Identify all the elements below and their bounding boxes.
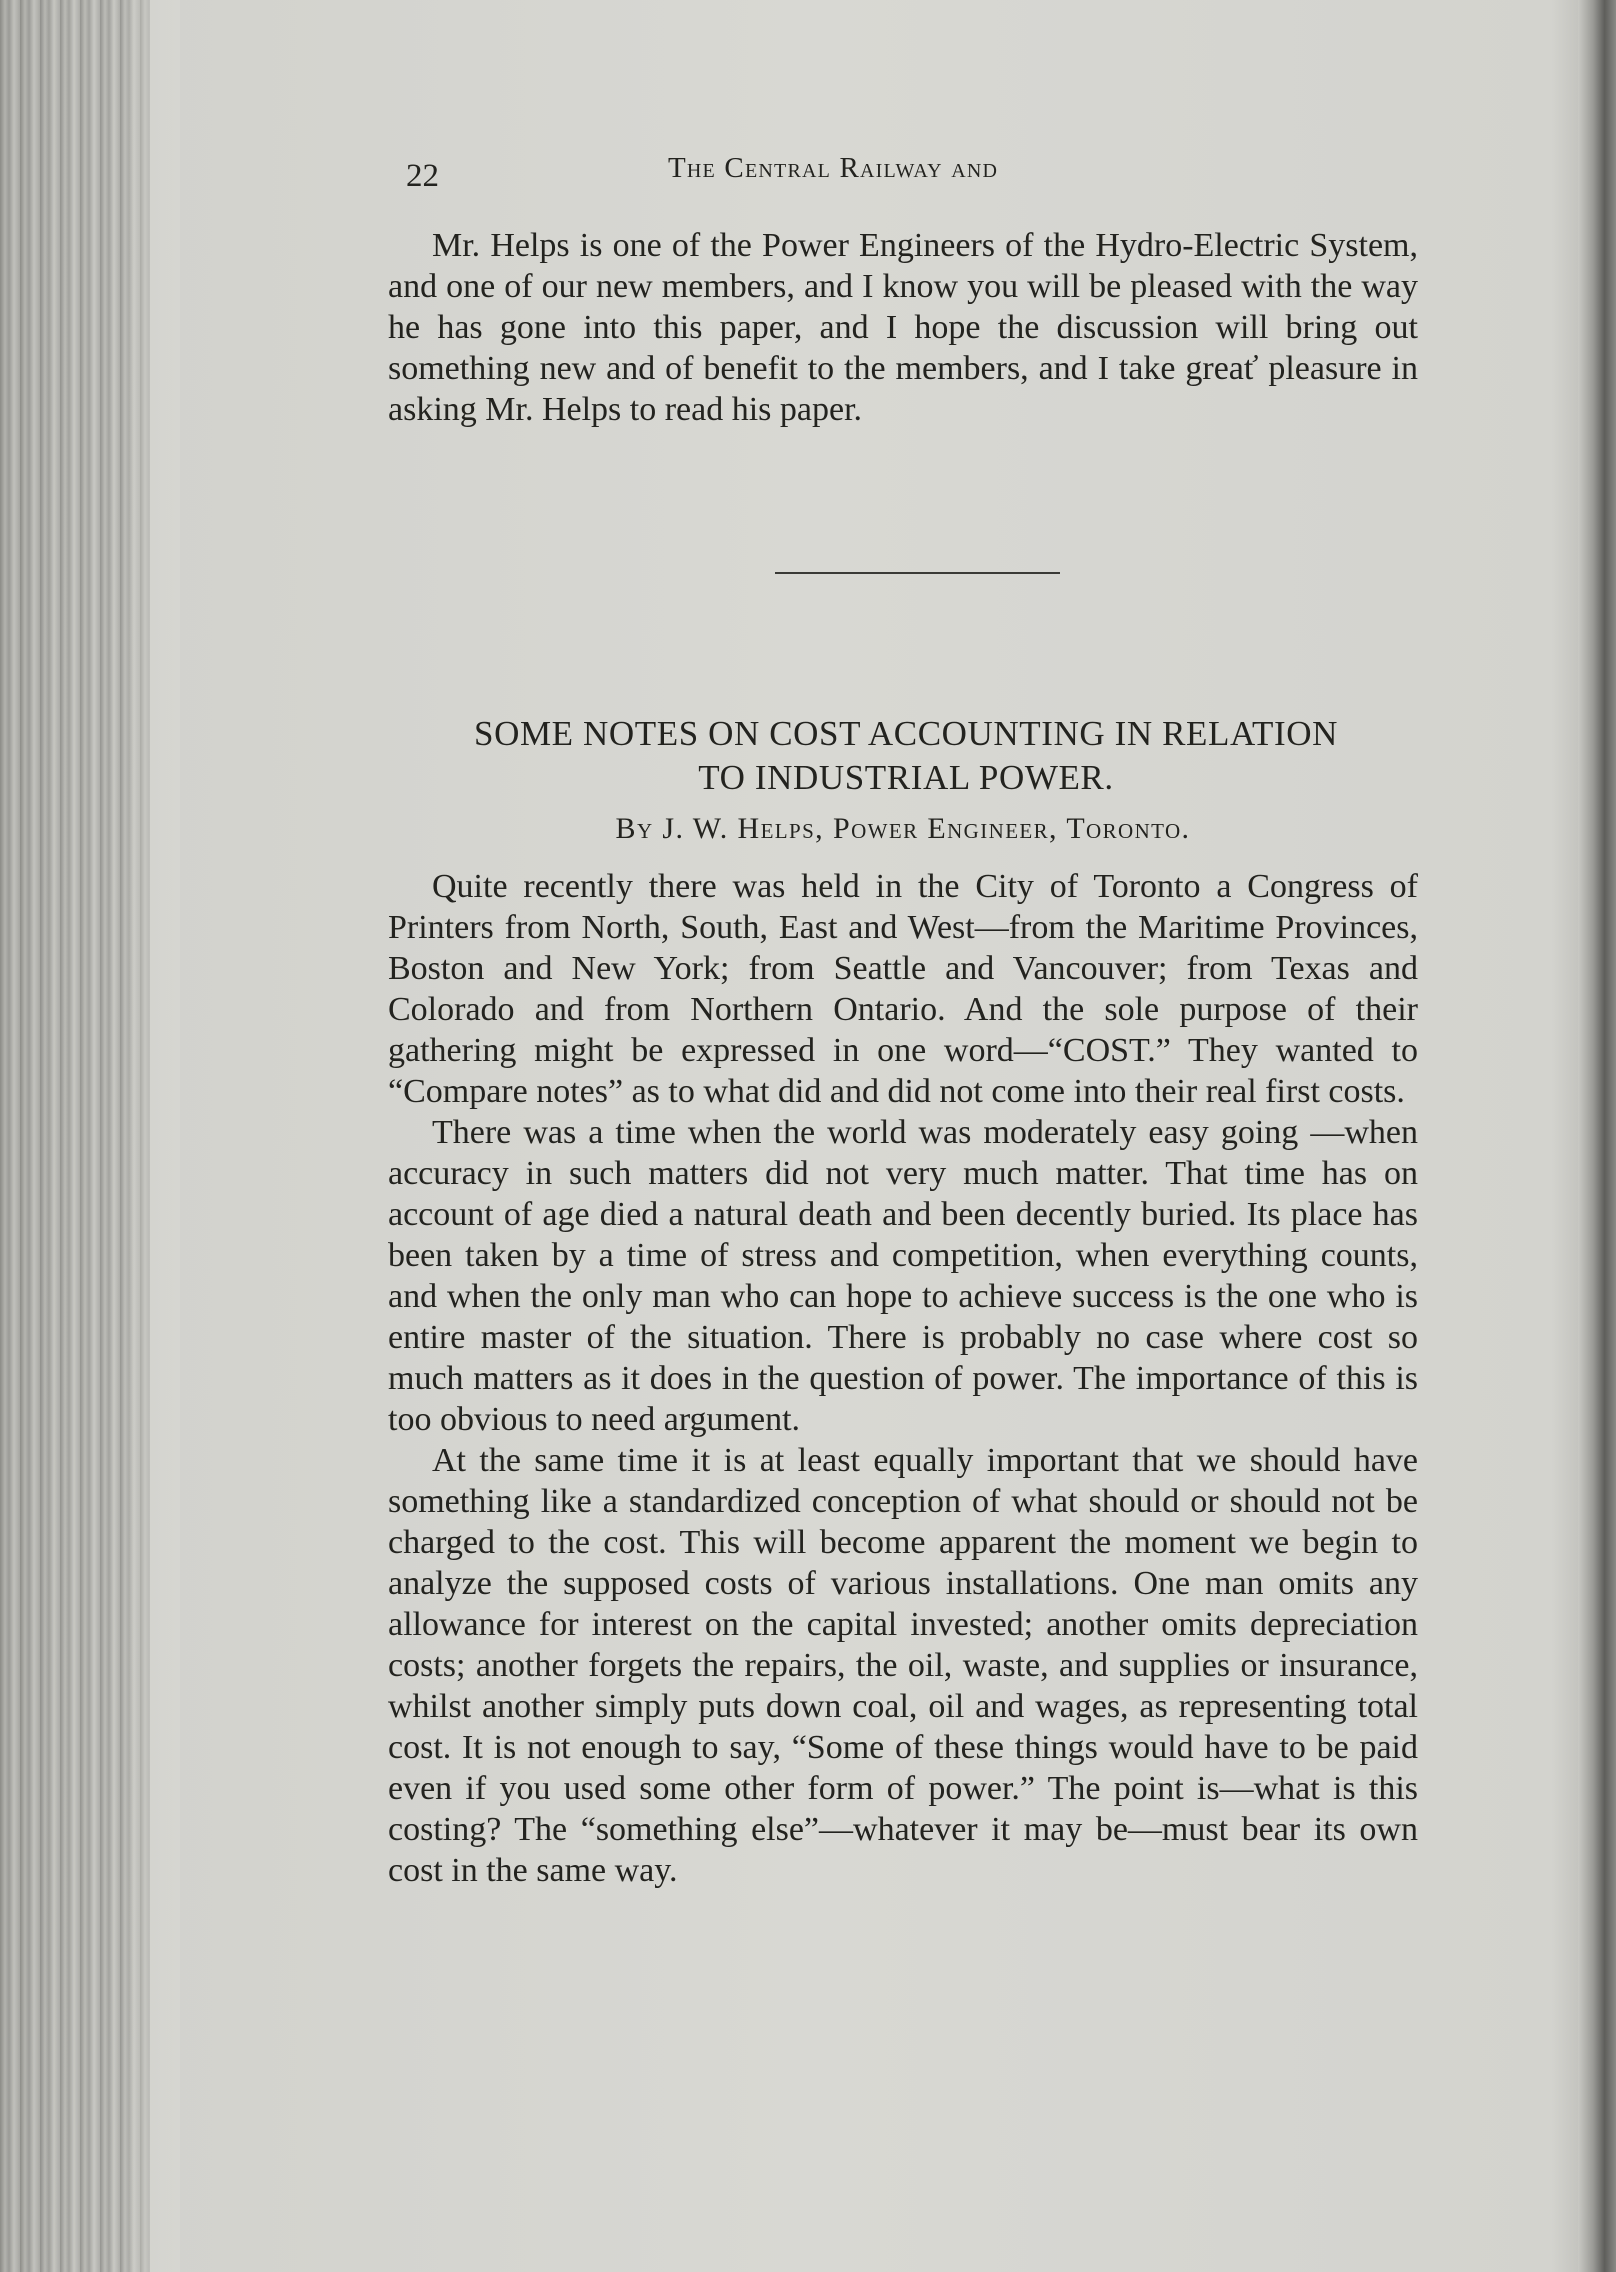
article-title-line-2: TO INDUSTRIAL POWER. [698,758,1114,797]
page-content [388,140,1418,1891]
body-paragraph-2: There was a time when the world was moderately easy going —when accuracy in such matters did not very much matter. That time has on account of age died a natural death and been decently buried. Its place has been taken by a time of stress and competition, when everything counts, and when the only man who can hope to achieve success is the one who is entire master of the situation. There is probably no case where cost so much matters as it does in the question of power. The importance of this is too obvious to need argument. [388,1114,1418,1438]
spine-shadow [120,0,180,2272]
body-paragraph-1: Quite recently there was held in the City of Toronto a Congress of Printers from North, South, East and West—from the Maritime Provinces, Boston and New York; from Seattle and Vancouver; from Texas and Colorado and from Northern Ontario. And the sole purpose of their gathering might be expressed in one word—“COST.” They wanted to “Compare notes” as to what did and did not come into their real first costs. [388,868,1418,1110]
article-title-line-1: SOME NOTES ON COST ACCOUNTING IN RELATION [474,714,1338,753]
article-title [388,712,1418,800]
running-header [388,140,1418,200]
page-edge [1578,0,1616,2272]
body-paragraph-3: At the same time it is at least equally important that we should have something like a standardized conception of what should or should not be charged to the cost. This will become apparent the moment we begin to analyze the supposed costs of various installations. One man omits any allowance for interest on the capital invested; another omits depreciation costs; another forgets the repairs, the oil, waste, and supplies or insurance, whilst another simply puts down coal, oil and wages, as representing total cost. It is not enough to say, “Some of these things would have to be paid even if you used some other form of power.” The point is—what is this costing? The “something else”—whatever it may be—must bear its own cost in the same way. [388,1442,1418,1889]
running-title: The Central Railway and [668,152,999,184]
section-divider [775,572,1060,574]
intro-paragraph: Mr. Helps is one of the Power Engineers of the Hydro-Electric System, and one of our new members, and I know you will be pleased with the way he has gone into this paper, and I hope the discussion will bring out something new and of benefit to the members, and I take greať pleasure in asking Mr. Helps to read his paper. [388,227,1418,428]
page-number: 22 [406,158,439,194]
article-byline: By J. W. Helps, Power Engineer, Toronto. [615,812,1191,845]
